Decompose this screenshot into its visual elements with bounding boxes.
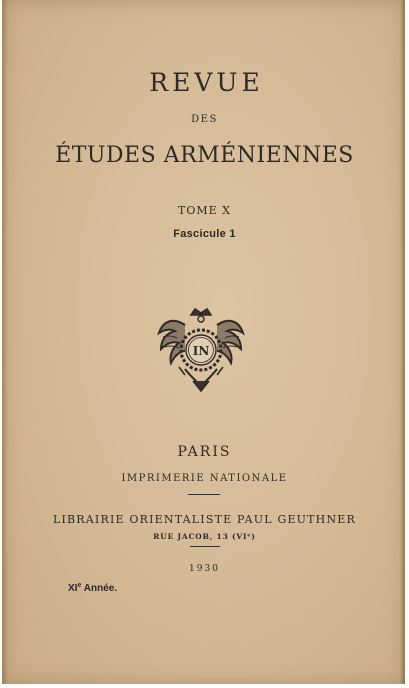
journal-subtitle: ÉTUDES ARMÉNIENNES — [55, 143, 354, 168]
bookseller-address: RUE JACOB, 13 (VIᵉ) — [153, 532, 256, 541]
imprimerie-nationale-emblem — [155, 303, 247, 395]
publication-year: 1930 — [189, 564, 220, 574]
issue-label: Fascicule 1 — [173, 228, 236, 240]
separator-rule — [188, 494, 220, 495]
journal-title: REVUE — [149, 68, 264, 97]
bookseller-name: LIBRAIRIE ORIENTALISTE PAUL GEUTHNER — [52, 513, 357, 526]
separator-rule — [190, 546, 220, 547]
publication-city: PARIS — [177, 444, 232, 460]
title-connector: DES — [191, 114, 218, 125]
printer-name: IMPRIMERIE NATIONALE — [121, 473, 288, 484]
volume-label: TOME X — [178, 204, 231, 217]
emblem-monogram: IN — [192, 344, 210, 358]
year-count-word: Année. — [81, 583, 118, 594]
publication-year-count — [68, 583, 117, 594]
year-count-ordinal: e — [77, 582, 82, 589]
year-count-roman: XI — [68, 583, 78, 594]
